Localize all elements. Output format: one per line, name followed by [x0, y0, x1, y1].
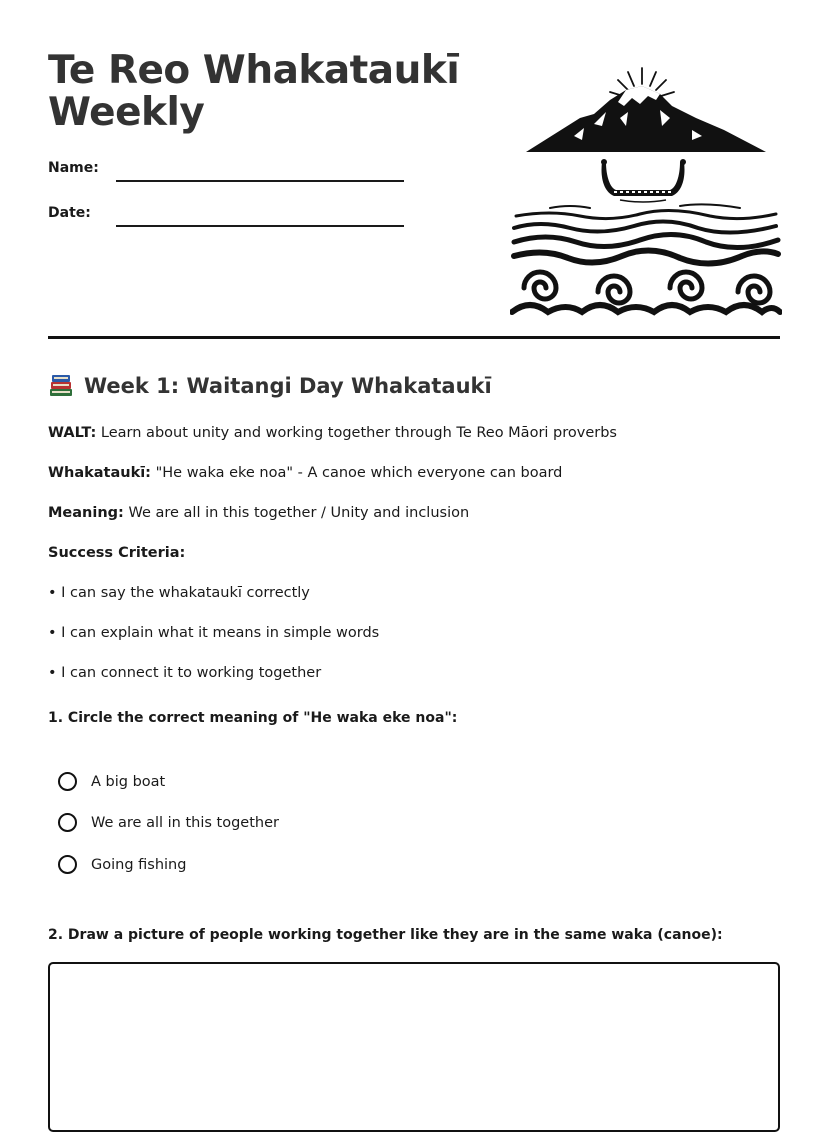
option-big-boat[interactable] — [58, 772, 165, 791]
question-2-prompt: 2. Draw a picture of people working together like they are in the same waka (canoe): — [48, 927, 723, 943]
question-1-prompt: 1. Circle the correct meaning of "He waka eke noa": — [48, 710, 458, 726]
books-icon — [48, 374, 74, 398]
header-illustration — [510, 66, 782, 318]
success-criteria-heading — [48, 545, 185, 561]
option-label: A big boat — [91, 773, 166, 790]
waka-canoe-icon — [601, 159, 686, 202]
page-title — [48, 50, 459, 134]
meaning-label: Meaning: — [48, 505, 124, 521]
date-field[interactable] — [116, 225, 404, 227]
option-going-fishing[interactable] — [58, 855, 186, 874]
week-heading — [48, 374, 492, 398]
option-label: Going fishing — [91, 856, 187, 873]
radio-circle[interactable] — [58, 855, 77, 874]
whakatauki-line — [48, 465, 562, 481]
koru-waves-icon — [512, 204, 780, 312]
title-line-2: Weekly — [48, 90, 205, 135]
option-all-together[interactable] — [58, 813, 279, 832]
title-line-1: Te Reo Whakataukī — [48, 48, 460, 93]
option-label: We are all in this together — [91, 814, 279, 831]
name-label: Name: — [48, 160, 99, 176]
walt-label: WALT: — [48, 425, 97, 441]
date-label: Date: — [48, 205, 91, 221]
mountain-sun-icon — [526, 68, 766, 152]
header-divider — [48, 336, 780, 339]
week-heading-text: Week 1: Waitangi Day Whakataukī — [84, 374, 492, 398]
radio-circle[interactable] — [58, 813, 77, 832]
walt-line — [48, 425, 617, 441]
whakatauki-label: Whakataukī: — [48, 465, 151, 481]
walt-text: Learn about unity and working together through Te Reo Māori proverbs — [96, 425, 617, 441]
criteria-item: • I can connect it to working together — [48, 665, 322, 681]
drawing-area[interactable] — [48, 962, 780, 1132]
criteria-item: • I can explain what it means in simple words — [48, 625, 380, 641]
radio-circle[interactable] — [58, 772, 77, 791]
success-criteria-label: Success Criteria: — [48, 545, 186, 561]
meaning-text: We are all in this together / Unity and inclusion — [123, 505, 470, 521]
whakatauki-text: "He waka eke noa" - A canoe which everyone can board — [150, 465, 563, 481]
name-field[interactable] — [116, 180, 404, 182]
meaning-line — [48, 505, 469, 521]
criteria-item: • I can say the whakataukī correctly — [48, 585, 310, 601]
